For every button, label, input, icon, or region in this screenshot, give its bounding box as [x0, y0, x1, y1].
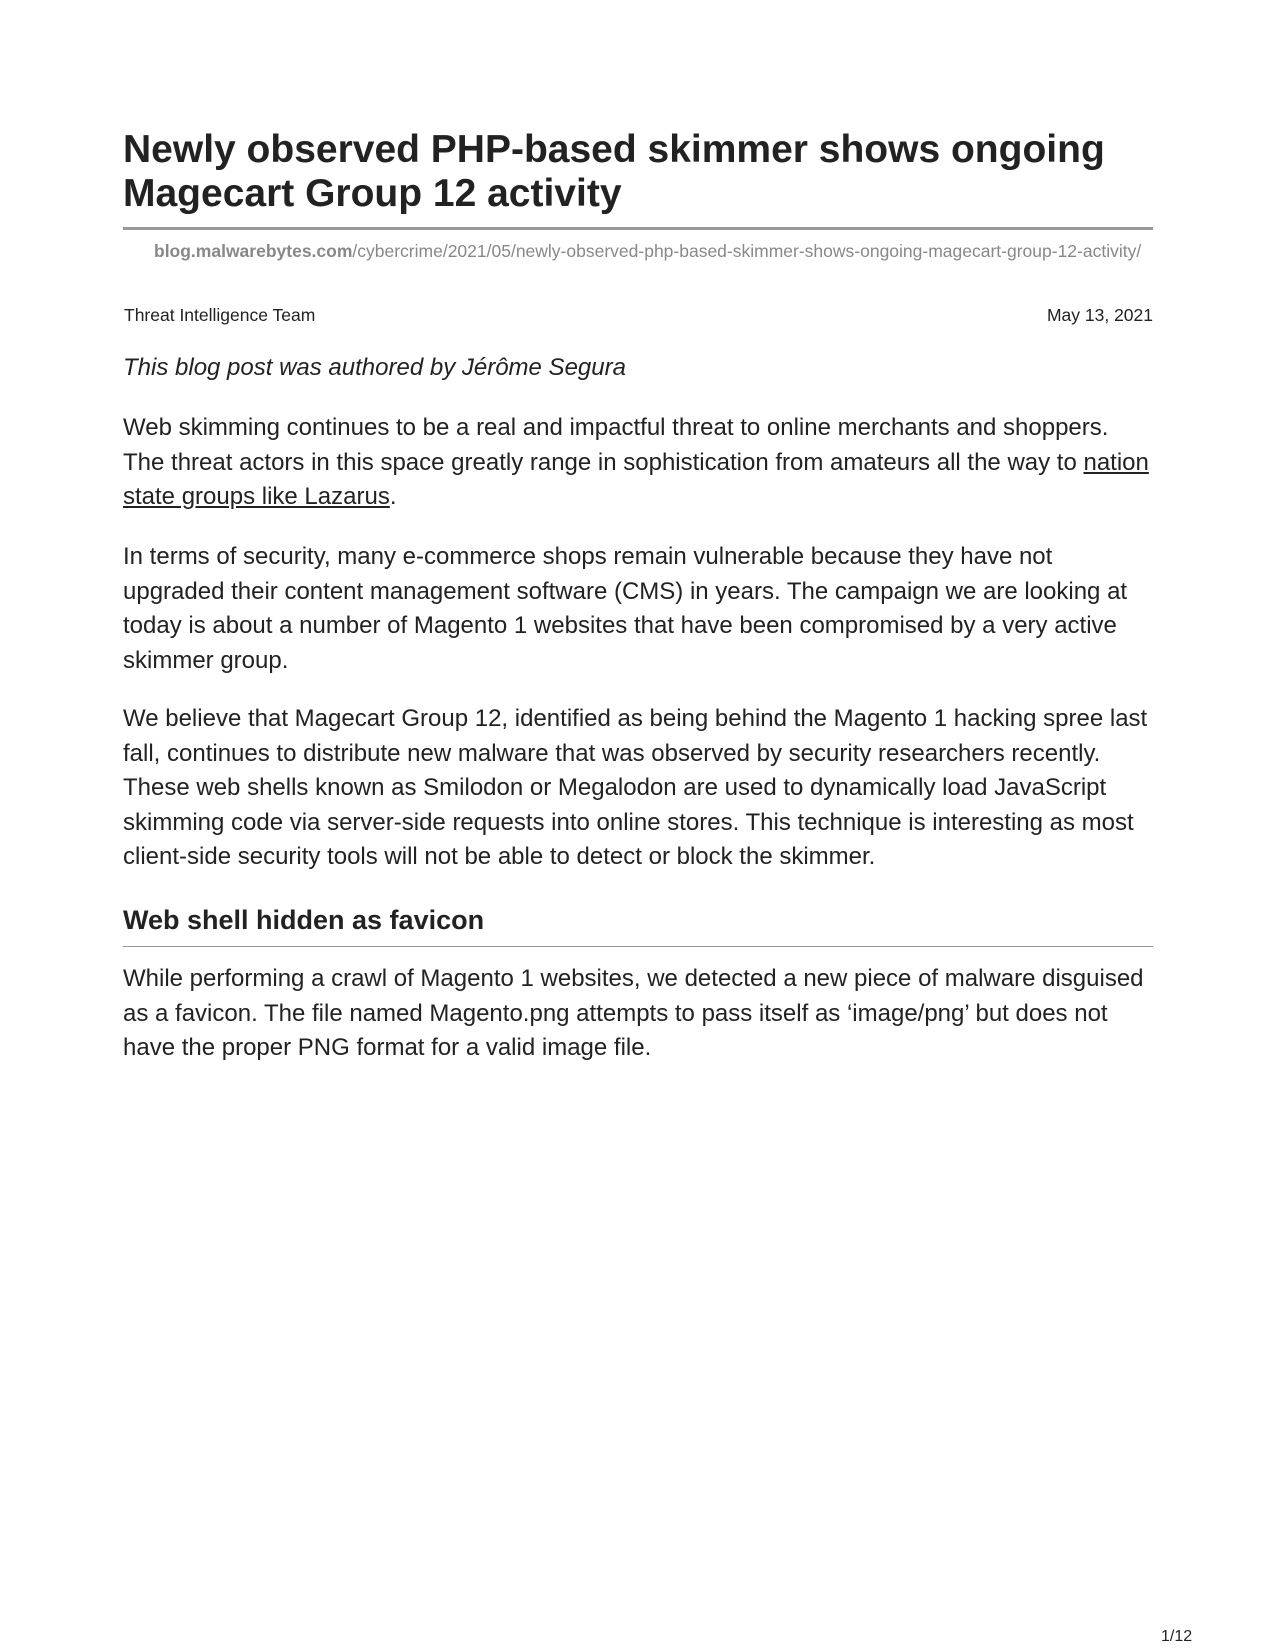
paragraph-intro-text: Web skimming continues to be a real and impactful threat to online merchants and shoppers. The threat actors in this space greatly range in sophistication from amateurs all the way to — [123, 414, 1109, 476]
url-path[interactable]: /cybercrime/2021/05/newly-observed-php-based-skimmer-shows-ongoing-magecart-group-12-activity/ — [352, 241, 1142, 261]
title-divider — [123, 227, 1153, 230]
url-domain[interactable]: blog.malwarebytes.com — [154, 241, 353, 261]
paragraph-intro-end: . — [389, 483, 397, 510]
paragraph-favicon: While performing a crawl of Magento 1 websites, we detected a new piece of malware disguised as a favicon. The file named Magento.png attempts to pass itself as ‘image/png’ but does not have the proper PNG format for a valid image file. — [123, 965, 1144, 1061]
paragraph-security: In terms of security, many e-commerce shops remain vulnerable because they have not upgraded their content management software (CMS) in years. The campaign we are looking at today is about a number of Magento 1 websites that have been compromised by a very active skimmer group. — [123, 543, 1128, 674]
section-divider — [123, 946, 1153, 947]
author-name: Threat Intelligence Team — [124, 305, 316, 325]
byline: This blog post was authored by Jérôme Segura — [123, 354, 626, 381]
paragraph-intro — [123, 411, 1153, 515]
lazarus-link[interactable]: nation state groups like Lazarus — [123, 448, 1149, 510]
publish-date: May 13, 2021 — [1046, 305, 1153, 325]
source-url[interactable] — [123, 240, 1153, 263]
article-title: Newly observed PHP-based skimmer shows ongoing Magecart Group 12 activity — [123, 128, 1105, 215]
section-heading: Web shell hidden as favicon — [123, 905, 485, 935]
paragraph-magecart: We believe that Magecart Group 12, identified as being behind the Magento 1 hacking spree last fall, continues to distribute new malware that was observed by security researchers recently. These web shells known as Smilodon or Megalodon are used to dynamically load JavaScript skimming code via server-side requests into online stores. This technique is interesting as most client-side security tools will not be able to detect or block the skimmer. — [123, 705, 1148, 870]
page-number: 1/12 — [1161, 1628, 1193, 1645]
